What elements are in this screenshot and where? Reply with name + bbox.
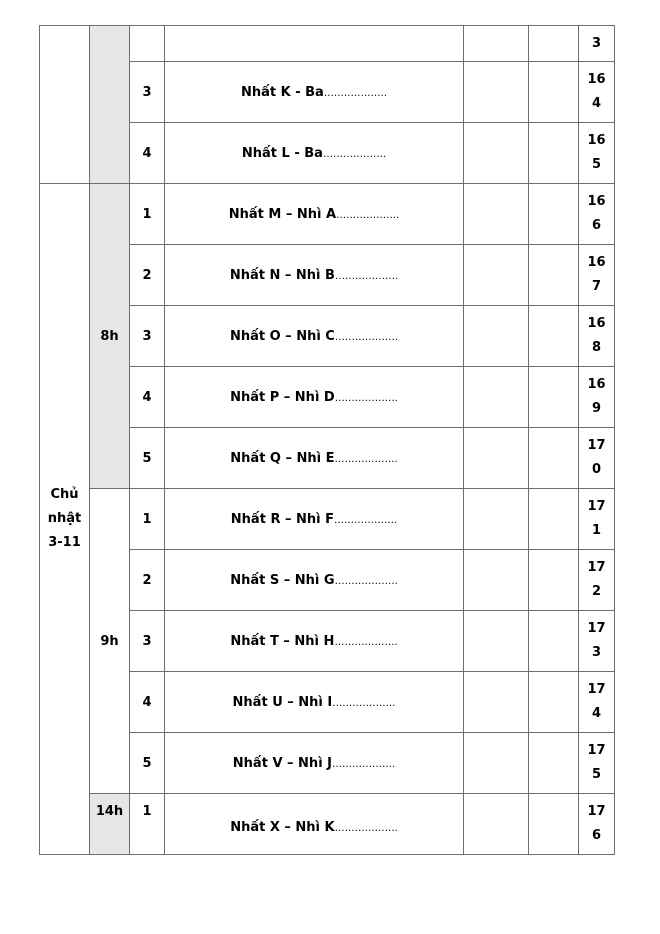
match-dots: ………………. bbox=[334, 453, 398, 465]
sequence-number: 16 5 bbox=[579, 123, 615, 184]
sequence-number: 16 7 bbox=[579, 245, 615, 306]
match-dots: ………………. bbox=[334, 514, 398, 526]
sequence-number: 17 0 bbox=[579, 428, 615, 489]
match-cell bbox=[165, 306, 464, 367]
empty-cell bbox=[529, 611, 579, 672]
match-dots: ………………. bbox=[334, 575, 398, 587]
match-number: 2 bbox=[130, 245, 165, 306]
empty-cell bbox=[464, 794, 529, 855]
day-cell-previous bbox=[40, 26, 90, 184]
empty-cell bbox=[529, 550, 579, 611]
empty-cell bbox=[464, 184, 529, 245]
empty-cell bbox=[464, 733, 529, 794]
empty-cell bbox=[464, 428, 529, 489]
empty-cell bbox=[529, 428, 579, 489]
sequence-number: 16 4 bbox=[579, 62, 615, 123]
match-teams: Nhất O – Nhì C bbox=[229, 328, 335, 344]
sequence-number: 17 1 bbox=[579, 489, 615, 550]
table-row bbox=[40, 489, 615, 550]
match-number: 4 bbox=[130, 672, 165, 733]
day-cell-sunday: Chủ nhật 3-11 bbox=[40, 184, 90, 855]
match-dots: ………………. bbox=[322, 148, 387, 160]
time-cell-9h: 9h bbox=[90, 489, 130, 794]
match-teams: Nhất V – Nhì J bbox=[232, 755, 333, 771]
empty-cell bbox=[464, 123, 529, 184]
match-cell bbox=[165, 245, 464, 306]
match-number bbox=[130, 26, 165, 62]
empty-cell bbox=[529, 733, 579, 794]
match-teams: Nhất P – Nhì D bbox=[230, 389, 335, 405]
match-number: 3 bbox=[130, 306, 165, 367]
sequence-number: 17 4 bbox=[579, 672, 615, 733]
time-cell-14h: 14h bbox=[90, 794, 130, 855]
match-teams: Nhất T – Nhì H bbox=[230, 633, 335, 649]
empty-cell bbox=[464, 489, 529, 550]
match-number: 4 bbox=[130, 367, 165, 428]
match-teams: Nhất M – Nhì A bbox=[228, 206, 337, 222]
match-number: 3 bbox=[130, 62, 165, 123]
match-number: 5 bbox=[130, 428, 165, 489]
sequence-number: 17 6 bbox=[579, 794, 615, 855]
match-teams: Nhất X – Nhì K bbox=[230, 819, 335, 835]
match-cell bbox=[165, 550, 464, 611]
match-dots: ………………. bbox=[332, 758, 396, 770]
empty-cell bbox=[529, 245, 579, 306]
sequence-number: 17 2 bbox=[579, 550, 615, 611]
match-teams: Nhất U – Nhì I bbox=[232, 694, 333, 710]
sequence-number: 16 8 bbox=[579, 306, 615, 367]
match-dots: ………………. bbox=[334, 331, 399, 343]
match-cell bbox=[165, 428, 464, 489]
match-teams: Nhất K - Ba bbox=[240, 84, 324, 100]
empty-cell bbox=[464, 26, 529, 62]
empty-cell bbox=[464, 306, 529, 367]
match-teams: Nhất N – Nhì B bbox=[229, 267, 335, 283]
empty-cell bbox=[464, 550, 529, 611]
empty-cell bbox=[529, 794, 579, 855]
match-cell bbox=[165, 489, 464, 550]
match-teams: Nhất R – Nhì F bbox=[230, 511, 335, 527]
match-number: 4 bbox=[130, 123, 165, 184]
match-dots: ………………. bbox=[334, 270, 399, 282]
sequence-number: 3 bbox=[579, 26, 615, 62]
match-number: 3 bbox=[130, 611, 165, 672]
time-cell-previous bbox=[90, 26, 130, 184]
match-dots: ………………. bbox=[332, 697, 396, 709]
table-row bbox=[40, 184, 615, 245]
sequence-number: 16 6 bbox=[579, 184, 615, 245]
match-number: 1 bbox=[130, 489, 165, 550]
match-number: 1 bbox=[130, 794, 165, 855]
match-dots: ………………. bbox=[336, 209, 400, 221]
sequence-number: 17 5 bbox=[579, 733, 615, 794]
empty-cell bbox=[529, 306, 579, 367]
empty-cell bbox=[529, 184, 579, 245]
table-row bbox=[40, 794, 615, 855]
empty-cell bbox=[529, 123, 579, 184]
match-dots: ………………. bbox=[334, 392, 398, 404]
match-cell bbox=[165, 794, 464, 855]
match-teams: Nhất Q – Nhì E bbox=[230, 450, 335, 466]
schedule-table bbox=[39, 25, 615, 855]
sequence-number: 17 3 bbox=[579, 611, 615, 672]
empty-cell bbox=[464, 672, 529, 733]
match-cell bbox=[165, 733, 464, 794]
match-cell bbox=[165, 26, 464, 62]
match-cell bbox=[165, 672, 464, 733]
empty-cell bbox=[529, 62, 579, 123]
match-cell bbox=[165, 367, 464, 428]
match-cell bbox=[165, 123, 464, 184]
sequence-number: 16 9 bbox=[579, 367, 615, 428]
match-number: 5 bbox=[130, 733, 165, 794]
match-cell bbox=[165, 184, 464, 245]
empty-cell bbox=[529, 367, 579, 428]
match-dots: ………………. bbox=[323, 87, 388, 99]
empty-cell bbox=[529, 672, 579, 733]
empty-cell bbox=[464, 62, 529, 123]
time-cell-8h: 8h bbox=[90, 184, 130, 489]
empty-cell bbox=[529, 26, 579, 62]
empty-cell bbox=[464, 245, 529, 306]
match-dots: ………………. bbox=[334, 822, 398, 834]
table-row bbox=[40, 26, 615, 62]
empty-cell bbox=[464, 367, 529, 428]
match-number: 2 bbox=[130, 550, 165, 611]
empty-cell bbox=[464, 611, 529, 672]
match-dots: ………………. bbox=[334, 636, 398, 648]
match-cell bbox=[165, 62, 464, 123]
match-number: 1 bbox=[130, 184, 165, 245]
empty-cell bbox=[529, 489, 579, 550]
match-teams: Nhất L - Ba bbox=[241, 145, 323, 161]
match-teams: Nhất S – Nhì G bbox=[230, 572, 335, 588]
match-cell bbox=[165, 611, 464, 672]
